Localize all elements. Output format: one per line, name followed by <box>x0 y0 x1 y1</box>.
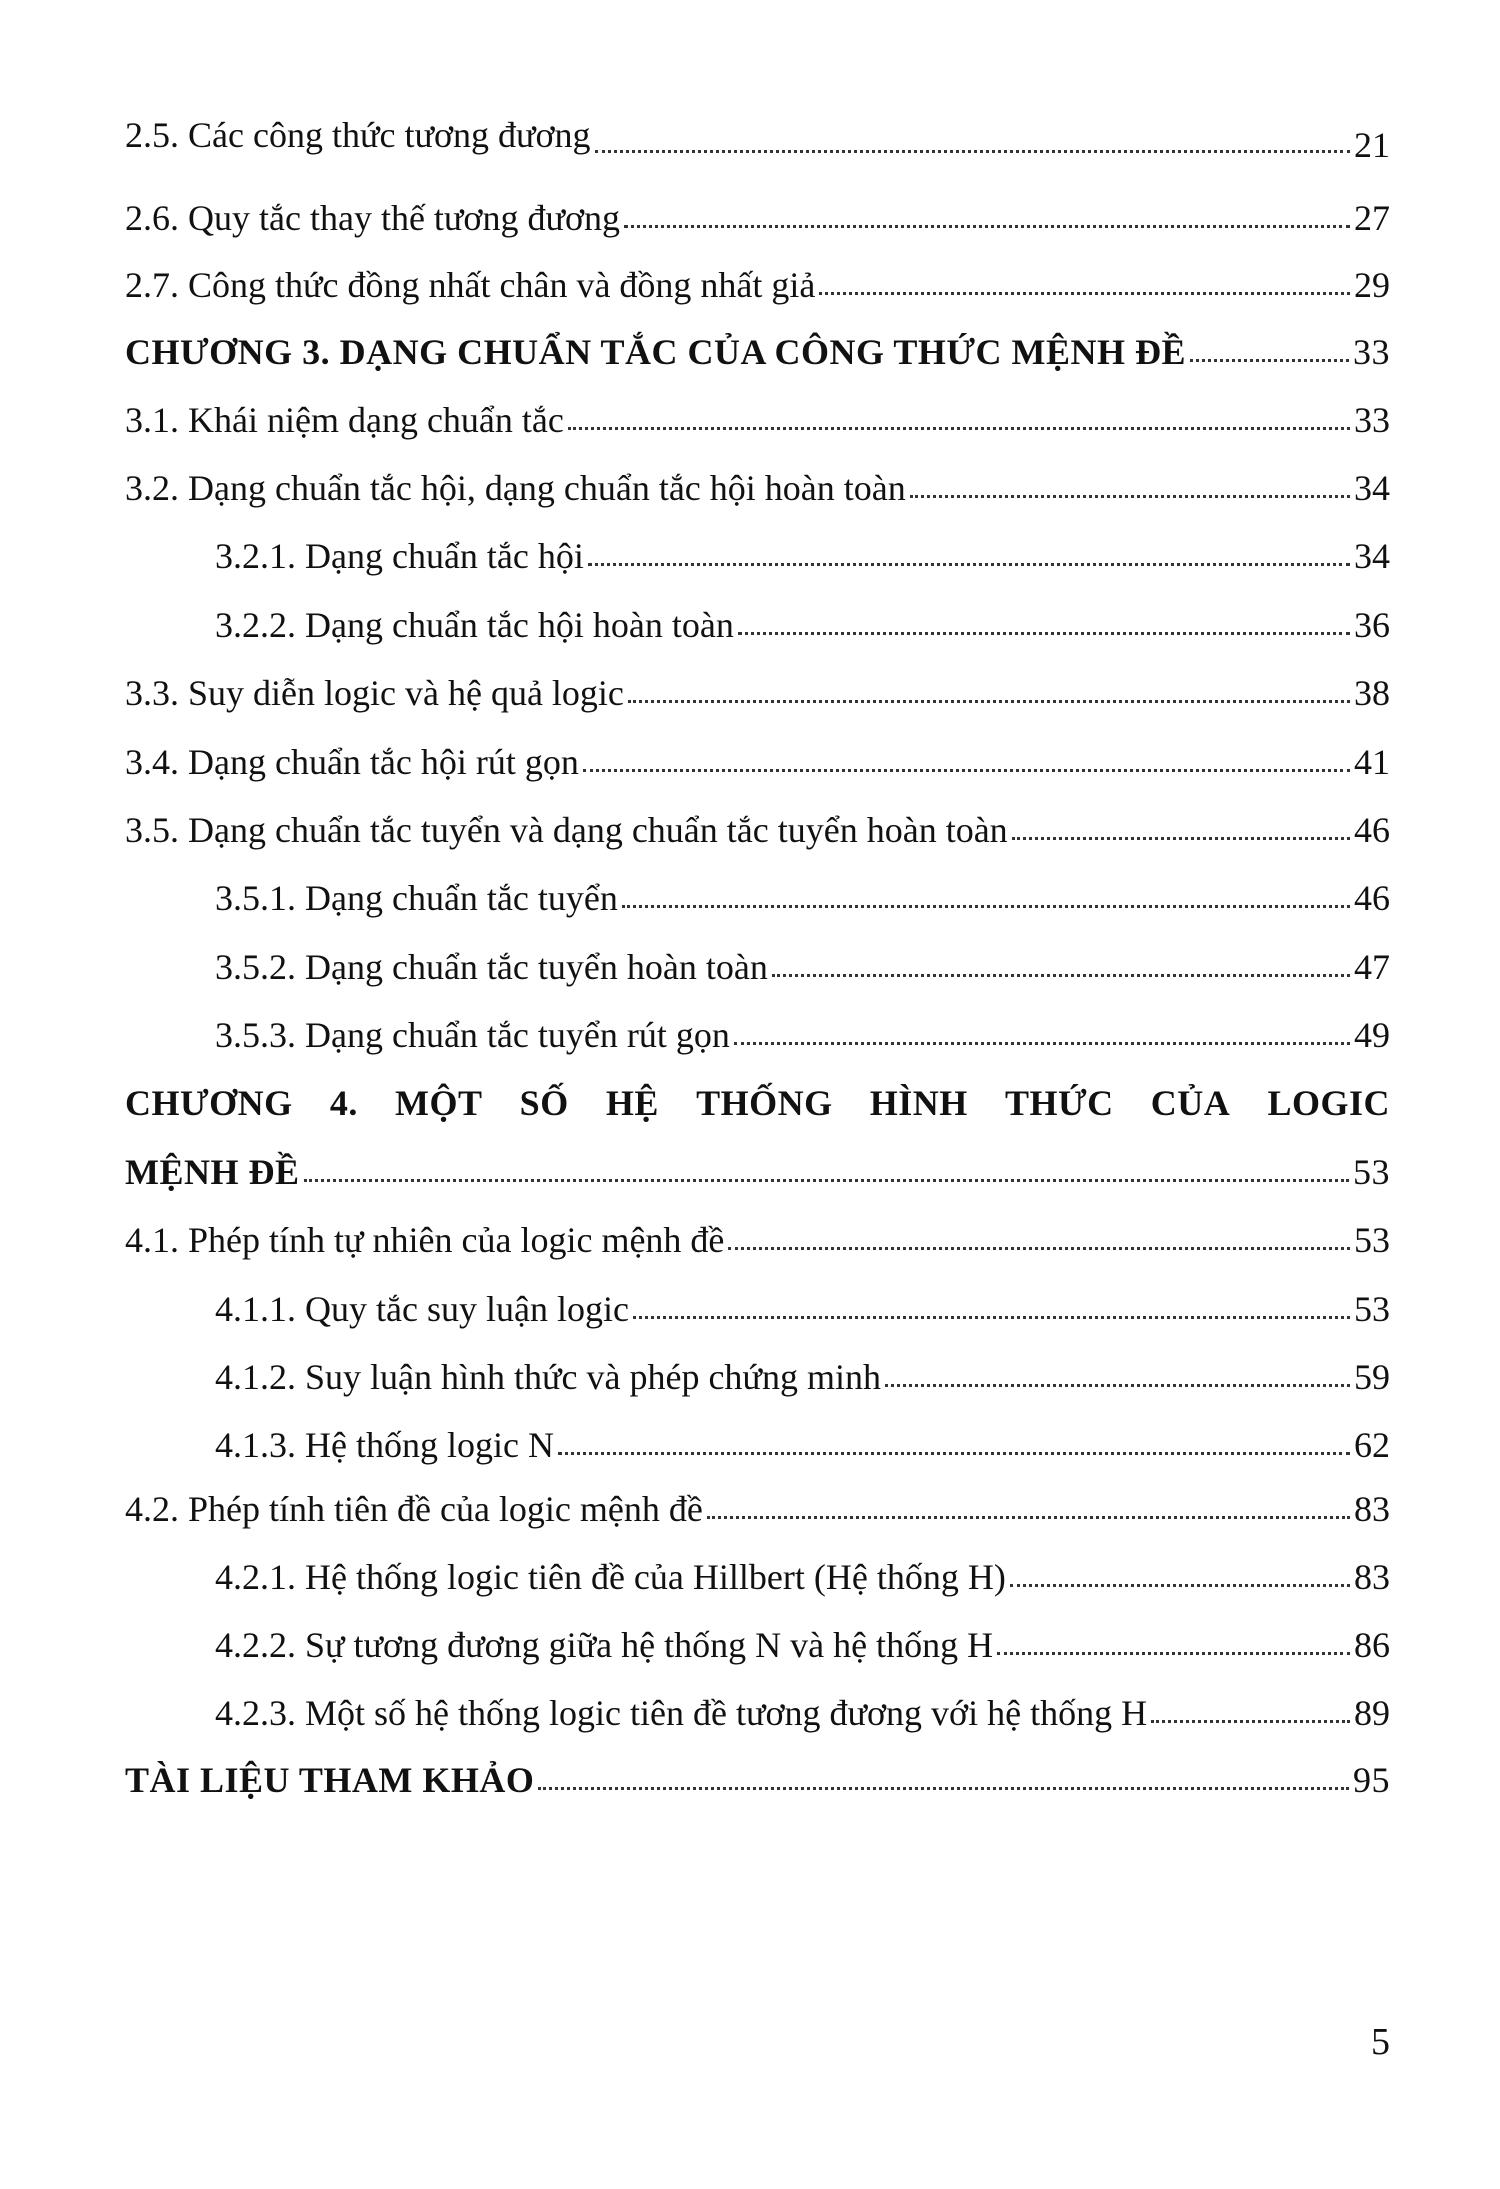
toc-entry-label: 3.1. Khái niệm dạng chuẩn tắc <box>125 400 564 440</box>
toc-chapter-4-heading[interactable] <box>125 1081 1390 1125</box>
dot-leader <box>538 1787 1349 1790</box>
toc-entry-page: 53 <box>1354 1289 1390 1329</box>
toc-entry-label: CHƯƠNG 3. DẠNG CHUẨN TẮC CỦA CÔNG THỨC MỆNH ĐỀ <box>125 332 1187 372</box>
toc-entry-page: 27 <box>1354 198 1390 238</box>
dot-leader <box>628 700 1350 703</box>
toc-entry-label: 3.5.2. Dạng chuẩn tắc tuyển hoàn toàn <box>215 947 768 987</box>
toc-entry[interactable] <box>125 808 1390 852</box>
toc-entry-page: 83 <box>1354 1489 1390 1529</box>
chapter-4-word: SỐ <box>519 1083 569 1123</box>
chapter-4-word: HÌNH <box>869 1083 968 1123</box>
toc-entry[interactable] <box>125 398 1390 442</box>
toc-entry[interactable] <box>125 466 1390 510</box>
chapter-4-word: CỦA <box>1150 1083 1231 1123</box>
toc-entry[interactable] <box>215 1287 1390 1331</box>
toc-entry-page: 38 <box>1354 673 1390 713</box>
toc-entry-page: 59 <box>1354 1357 1390 1397</box>
toc-entry-label: 4.2.2. Sự tương đương giữa hệ thống N và hệ thống H <box>215 1625 994 1665</box>
toc-entry-page: 41 <box>1354 742 1390 782</box>
toc-entry[interactable] <box>125 1487 1390 1531</box>
toc-entry-page: 29 <box>1354 265 1390 305</box>
dot-leader <box>997 1652 1350 1655</box>
page-number: 5 <box>1371 2021 1390 2063</box>
toc-entry-page: 46 <box>1354 810 1390 850</box>
toc-entry[interactable] <box>125 263 1390 307</box>
toc-entry[interactable] <box>125 1218 1390 1262</box>
toc-entry-label: 4.1. Phép tính tự nhiên của logic mệnh đề <box>125 1220 725 1260</box>
toc-entry-page: 34 <box>1354 468 1390 508</box>
toc-entry-label: 4.2.1. Hệ thống logic tiên đề của Hillbert (Hệ thống H) <box>215 1557 1006 1597</box>
dot-leader <box>885 1384 1350 1387</box>
chapter-4-word: 4. <box>329 1083 358 1123</box>
dot-leader <box>588 563 1350 566</box>
chapter-4-word: MỘT <box>395 1083 483 1123</box>
dot-leader <box>304 1179 1350 1182</box>
toc-entry-page: 33 <box>1353 332 1390 372</box>
toc-entry[interactable] <box>215 876 1390 920</box>
toc-entry-page: 95 <box>1353 1760 1390 1800</box>
dot-leader <box>1151 1720 1350 1723</box>
toc-entry-label: 3.5.1. Dạng chuẩn tắc tuyển <box>215 878 618 918</box>
toc-entry-page: 36 <box>1354 605 1390 645</box>
toc-entry-label: 3.2.2. Dạng chuẩn tắc hội hoàn toàn <box>215 605 734 645</box>
chapter-4-word: LOGIC <box>1267 1083 1390 1123</box>
toc-entry-label: 3.3. Suy diễn logic và hệ quả logic <box>125 673 624 713</box>
toc-entry-label: 2.6. Quy tắc thay thế tương đương <box>125 198 621 238</box>
toc-entry-label: 3.2. Dạng chuẩn tắc hội, dạng chuẩn tắc hội hoàn toàn <box>125 468 906 508</box>
dot-leader <box>772 974 1350 977</box>
dot-leader <box>728 1247 1350 1250</box>
toc-chapter-3[interactable] <box>125 330 1390 374</box>
toc-entry[interactable] <box>125 196 1390 240</box>
dot-leader <box>734 1042 1350 1045</box>
toc-entry-label: 4.1.3. Hệ thống logic N <box>215 1425 554 1465</box>
chapter-4-word: THỨC <box>1004 1083 1114 1123</box>
dot-leader <box>558 1452 1350 1455</box>
toc-entry-label: 3.5. Dạng chuẩn tắc tuyển và dạng chuẩn tắc tuyển hoàn toàn <box>125 810 1008 850</box>
toc-entry-label: 4.1.1. Quy tắc suy luận logic <box>215 1289 629 1329</box>
dot-leader <box>633 1316 1350 1319</box>
toc-entry-page: 62 <box>1354 1425 1390 1465</box>
toc-entry-page: 21 <box>1354 125 1390 165</box>
toc-entry[interactable] <box>215 603 1390 647</box>
toc-entry-label: MỆNH ĐỀ <box>125 1152 300 1192</box>
chapter-4-word: THỐNG <box>696 1083 833 1123</box>
toc-entry[interactable] <box>125 740 1390 784</box>
toc-entry[interactable] <box>215 1691 1390 1735</box>
chapter-4-word: HỆ <box>605 1083 659 1123</box>
dot-leader <box>595 150 1350 153</box>
toc-entry[interactable] <box>215 1555 1390 1599</box>
toc-entry-label: 3.4. Dạng chuẩn tắc hội rút gọn <box>125 742 579 782</box>
dot-leader <box>568 427 1350 430</box>
dot-leader <box>622 905 1350 908</box>
toc-entry-page: 47 <box>1354 947 1390 987</box>
toc-entry[interactable] <box>215 534 1390 578</box>
toc-entry[interactable] <box>215 1355 1390 1399</box>
toc-entry-label: 4.2.3. Một số hệ thống logic tiên đề tương đương với hệ thống H <box>215 1693 1148 1733</box>
toc-chapter-4[interactable] <box>125 1150 1390 1194</box>
toc-entry-page: 49 <box>1354 1015 1390 1055</box>
toc-entry-label: TÀI LIỆU THAM KHẢO <box>125 1760 535 1800</box>
toc-entry-label: 4.1.2. Suy luận hình thức và phép chứng minh <box>215 1357 881 1397</box>
toc-entry-page: 34 <box>1354 536 1390 576</box>
dot-leader <box>1010 1584 1350 1587</box>
toc-entry[interactable] <box>125 113 1390 165</box>
dot-leader <box>819 292 1350 295</box>
toc-entry-page: 86 <box>1354 1625 1390 1665</box>
dot-leader <box>1012 837 1350 840</box>
dot-leader <box>738 632 1350 635</box>
toc-entry[interactable] <box>215 1013 1390 1057</box>
toc-entry-page: 53 <box>1354 1220 1390 1260</box>
toc-entry-page: 83 <box>1354 1557 1390 1597</box>
toc-entry-page: 53 <box>1353 1152 1390 1192</box>
toc-entry[interactable] <box>125 671 1390 715</box>
dot-leader <box>1190 359 1349 362</box>
toc-entry-label: 2.5. Các công thức tương đương <box>125 115 591 155</box>
toc-entry-page: 33 <box>1354 400 1390 440</box>
dot-leader <box>910 495 1350 498</box>
toc-entry[interactable] <box>215 945 1390 989</box>
dot-leader <box>707 1516 1350 1519</box>
toc-entry-page: 46 <box>1354 878 1390 918</box>
toc-entry-label: 3.5.3. Dạng chuẩn tắc tuyển rút gọn <box>215 1015 730 1055</box>
toc-entry-page: 89 <box>1354 1693 1390 1733</box>
toc-entry-label: 2.7. Công thức đồng nhất chân và đồng nhất giả <box>125 265 816 305</box>
dot-leader <box>583 769 1350 772</box>
toc-entry[interactable] <box>215 1623 1390 1667</box>
chapter-4-word: CHƯƠNG <box>125 1083 293 1123</box>
toc-entry-label: 3.2.1. Dạng chuẩn tắc hội <box>215 536 584 576</box>
toc-entry-label: 4.2. Phép tính tiên đề của logic mệnh đề <box>125 1489 703 1529</box>
toc-references[interactable] <box>125 1758 1390 1802</box>
toc-entry[interactable] <box>215 1423 1390 1467</box>
dot-leader <box>624 225 1350 228</box>
